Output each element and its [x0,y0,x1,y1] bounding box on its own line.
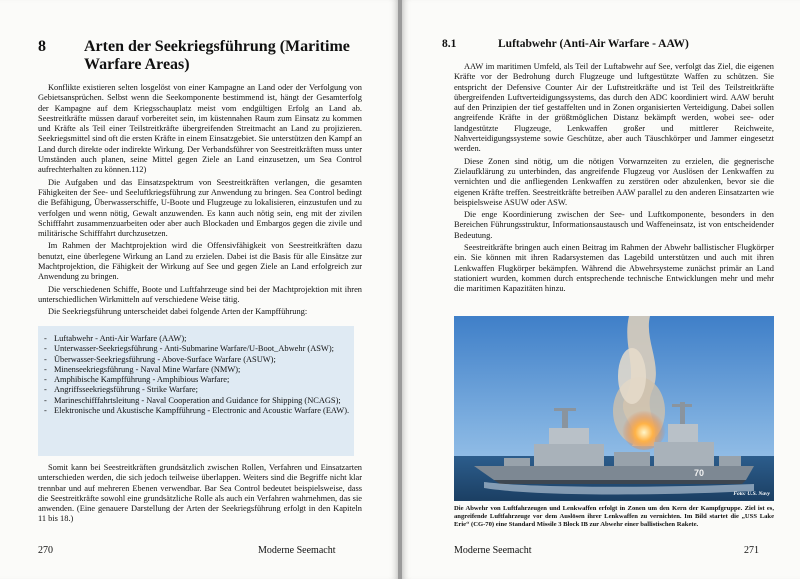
list-item: - Marineschifffahrtsleitung - Naval Cooperation and Guidance for Shipping (NCAGS); [44,396,350,406]
photo-caption: Die Abwehr von Luftfahrzeugen und Lenkwaffen erfolgt in Zonen um den Kern der Kampfgruppe. Ziel ist es, angreifende Luftfahrzeuge vor dem Auslösen ihrer Lenkwaffen zu vernichten. Im Bild startet die „USS Lake Erie“ (CG-70) eine Standard Missile 3 Block IB zur Abwehr einer ballistischen Rakete. [454,505,774,528]
paragraph: Die enge Koordinierung zwischen der See- und Luftkomponente, besonders in den Bereichen Führungsstruktur, Informationsaustausch und Waffeneinsatz, ist von entscheidender Bedeutung. [454,210,774,240]
list-item: - Luftabwehr - Anti-Air Warfare (AAW); [44,334,350,344]
page-number: 270 [38,545,53,556]
paragraph: Somit kann bei Seestreitkräften grundsätzlich zwischen Rollen, Verfahren und Einsatzarten unterschieden werden, die sich jedoch teilweise überlappen. Weiters sind die Begriffe nicht klar trennbar und auf mehreren Ebenen verwendbar. Bar Sea Control bedeutet beispielsweise, dass die Seestreitkräfte sowohl eine grundsätzliche Rolle als auch ein Verfahren wahrnehmen, das sie anwenden. (Eine genauere Darstellung der Arten der Seekriegsführung erfolgt in den Kapiteln 11 bis 18.) [38,463,362,524]
list-item: - Unterwasser-Seekriegsführung - Anti-Submarine Warfare/U-Boot_Abwehr (ASW); [44,344,350,354]
paragraph: Seestreitkräfte bringen auch einen Beitrag im Rahmen der Abwehr ballistischer Flugkörper ein. Sie können mit ihren Radarsystemen das Lagebild unterstützen und auch mit ihren Lenkwaffen Flugkörper bekämpfen. Während die Abwehrsysteme zunächst primär an Land stationiert wurden, kommen durch entsprechende technische Entwicklungen mehr und mehr die maritimen Kapazitäten hinzu. [454,243,774,294]
photo-credit: Foto: U.S. Navy [733,491,770,497]
chapter-number: 8 [38,38,46,55]
left-page [0,0,398,579]
list-item: - Elektronische und Akustische Kampfführung - Electronic and Acoustic Warfare (EAW). [44,406,350,416]
hull-number: 70 [694,468,705,478]
right-body-text [454,62,774,297]
closing-text [38,463,362,525]
running-title: Moderne Seemacht [258,545,336,556]
paragraph: Die Seekriegsführung unterscheidet dabei folgende Arten der Kampfführung: [48,307,308,317]
page-number: 271 [744,545,759,556]
chapter-title: Arten der Seekriegsführung (Maritime Warfare Areas) [84,38,350,73]
paragraph: Diese Zonen sind nötig, um die nötigen Vorwarnzeiten zu erzielen, die gegnerische Zielaufklärung zu unterbinden, das angreifende Flugzeug vor Auslösen der Lenkwaffen zu vernichten und die anfliegenden Lenkwaffen zu zerstören oder abzulenken, bevor sie die eigenen Kräfte treffen. Seestreitkräfte betreiben AAW parallel zu den anderen Einsatzarten wie beispielsweise ASUW oder ASW. [454,156,774,207]
paragraph: Die Aufgaben und das Einsatzspektrum von Seestreitkräften verlangen, die gesamten Fähigkeiten der See- und Seeluftkriegsführung zur Anwendung zu bringen. Sea Control bedingt die Befähigung, Überwasserschiffe, U-Boote und Flugzeuge zu lokalisieren, einzustufen und zu verfolgen und wenn nötig, Gewalt anzuwenden. Es kann auch nötig sein, eng mit der zivilen Schifffahrt zusammenzuarbeiten oder aber auch Blockaden und Embargos gegen die zivile und militärische Schifffahrt durchzusetzen. [38,177,362,239]
paragraph: Die verschiedenen Schiffe, Boote und Luftfahrzeuge sind bei der Machtprojektion mit ihren unterschiedlichen Wirkmitteln auf verschiedene Weise tätig. [38,284,362,304]
left-body-text [38,83,362,320]
section-title: Luftabwehr (Anti-Air Warfare - AAW) [498,38,689,50]
list-item: - Amphibische Kampfführung - Amphibious Warfare; [44,375,350,385]
paragraph: Im Rahmen der Machtprojektion wird die Offensivfähigkeit von Seestreitkräften dazu benutzt, eine überlegene Wirkung an Land zu erzielen. Dabei ist die Basis für alle Einsätze zur Machtprojektion, die Fähigkeit der Wirkung auf See und gegen Ziele an Land erfolgreich zur Anwendung zu bringen. [38,241,362,282]
ship-missile-photo [454,316,774,501]
list-item: - Minenseekriegsführung - Naval Mine Warfare (NMW); [44,365,350,375]
photo-illustration [454,316,774,501]
running-title: Moderne Seemacht [454,545,532,556]
warfare-types-list [44,334,350,416]
paragraph: Konflikte existieren selten losgelöst von einer Kampagne an Land oder der Verfolgung von Gebietsansprüchen. Selbst wenn die Seekomponente bestimmend ist, hängt der Gesamterfolg der Kampagne auf dem Kriegsschauplatz meist vom endgültigen Erfolg an Land ab. Seestreitkräfte müssen darauf vorbereitet sein, im küstennahen Raum zum Einsatz zu kommen und Kräfte als Teil einer Teilstreitkräfte übergreifenden Streitmacht an Land zu projizieren. Seekriegsmittel sind oft die ersten Kräfte in einem Einsatzgebiet. Sie unterstützen den Kampf an Land durch direkte oder indirekte Wirkung. Der Verbandsführer von Seestreitkräften muss unter Umständen auch planen, seine Mittel gegen Ziele an Land einzusetzen, um Sea Control aufrechterhalten zu können.112) [38,83,362,175]
list-item: - Angriffsseekriegsführung - Strike Warfare; [44,385,350,395]
paragraph: AAW im maritimen Umfeld, als Teil der Luftabwehr auf See, verfolgt das Ziel, die eigenen Kräfte vor der Bedrohung durch Flugzeuge und luftgestützte Waffen zu schützen. Sie entspricht der Defensive Counter Air der Luftstreitkräfte und ist Teil des Teilstreitkräfte übergreifenden Luftverteidigungssystems, das durch den ADC koordiniert wird. AAW beruht auf den Prinzipien der tief gestaffelten und in Zonen organisierten Verteidigung. Dabei sollen angreifende Kräfte in der größtmöglichen Distanz bekämpft werden, wobei see- oder landgestützte Flugzeuge, Lenkwaffen großer und mittlerer Reichweite, Nahverteidigungssysteme sowie Geschütze, aber auch Täuschkörper und Jammer eingesetzt werden. [454,62,774,154]
list-item: - Überwasser-Seekriegsführung - Above-Surface Warfare (ASUW); [44,355,350,365]
warfare-types-box [38,326,354,456]
section-number: 8.1 [442,38,457,50]
